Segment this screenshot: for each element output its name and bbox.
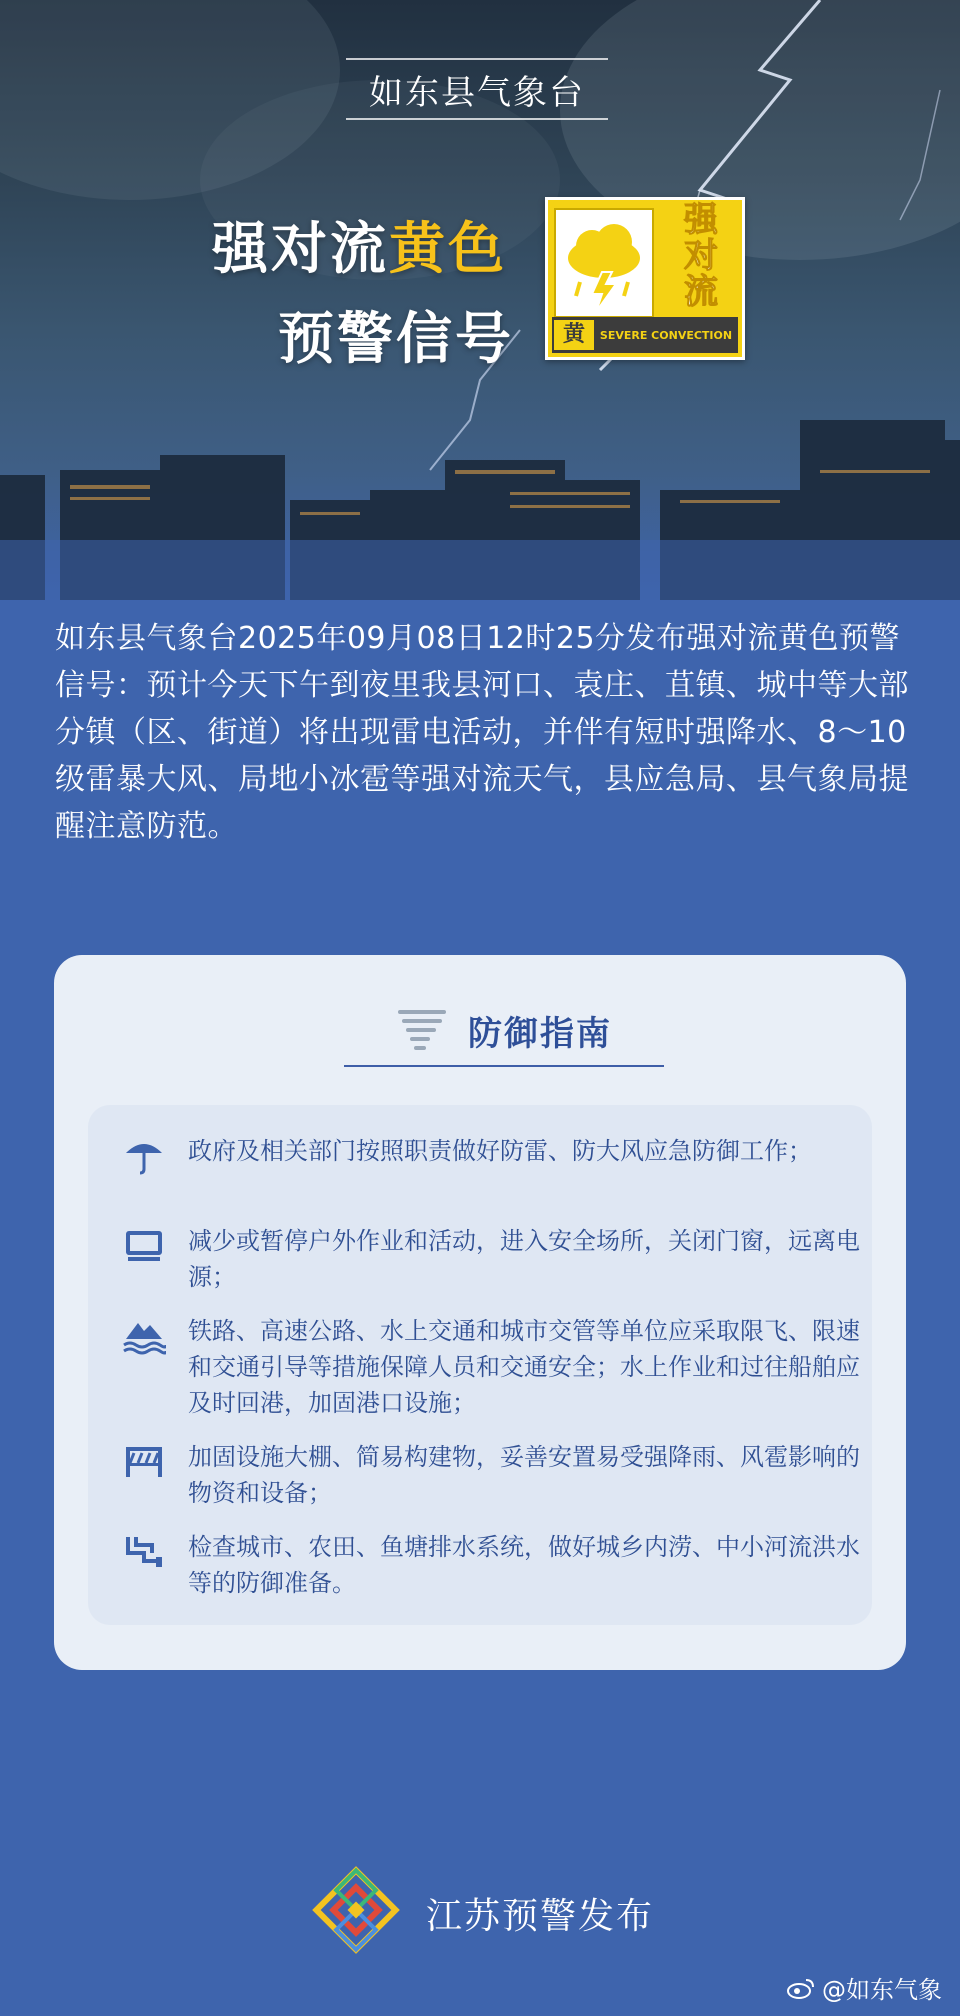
guide-item <box>122 1439 862 1511</box>
warning-message: 如东县气象台2025年09月08日12时25分发布强对流黄色预警信号：预计今天下午到夜里我县河口、袁庄、苴镇、城中等大部分镇（区、街道）将出现雷电活动，并伴有短时强降水、8～10级雷暴大风、局地小冰雹等强对流天气，县应急局、县气象局提醒注意防范。 <box>55 621 909 844</box>
badge-char: 对 <box>684 236 718 276</box>
guide-title: 防御指南 <box>468 1013 612 1054</box>
barrier-icon <box>122 1441 166 1481</box>
guide-item-text: 加固设施大棚、简易构建物，妥善安置易受强降雨、风雹影响的物资和设备； <box>188 1443 860 1507</box>
warning-badge <box>545 197 745 360</box>
guide-item <box>122 1133 862 1175</box>
defense-guide-card <box>54 955 906 1670</box>
warning-title-line1 <box>212 205 507 285</box>
guide-list <box>88 1105 872 1625</box>
badge-level: 黄 <box>554 320 594 350</box>
jiangsu-warning-logo <box>308 1862 404 1958</box>
guide-item-text: 铁路、高速公路、水上交通和城市交管等单位应采取限飞、限速和交通引导等措施保障人员和交通安全；水上作业和过往船舶应及时回港，加固港口设施； <box>188 1317 860 1417</box>
badge-type-text <box>664 202 738 324</box>
watermark-text: @如东气象 <box>822 1976 942 2004</box>
storm-cloud-icon <box>554 208 654 318</box>
tornado-icon <box>396 1004 448 1056</box>
guide-header <box>344 995 664 1067</box>
badge-char: 流 <box>684 272 718 312</box>
flood-icon <box>122 1315 166 1355</box>
guide-item <box>122 1313 862 1421</box>
agency-name: 如东县气象台 <box>346 58 608 120</box>
warning-title-line2: 预警信号 <box>278 307 514 372</box>
badge-char: 强 <box>684 200 718 240</box>
umbrella-icon <box>122 1135 166 1175</box>
weibo-icon <box>786 1976 816 2000</box>
title-white-text: 强对流 <box>212 217 389 282</box>
weibo-watermark <box>786 1970 942 2005</box>
publisher-name: 江苏预警发布 <box>426 1896 655 1937</box>
guide-item <box>122 1529 862 1601</box>
monitor-icon <box>122 1225 166 1265</box>
hero-banner <box>0 0 960 600</box>
badge-english: SEVERE CONVECTION <box>599 328 733 342</box>
guide-item-text: 检查城市、农田、鱼塘排水系统，做好城乡内涝、中小河流洪水等的防御准备。 <box>188 1533 860 1597</box>
guide-item-text: 政府及相关部门按照职责做好防雷、防大风应急防御工作； <box>188 1137 812 1165</box>
badge-footer <box>552 317 738 353</box>
drain-pipe-icon <box>122 1531 166 1571</box>
guide-item-text: 减少或暂停户外作业和活动，进入安全场所，关闭门窗，远离电源； <box>188 1227 860 1291</box>
guide-item <box>122 1223 862 1295</box>
title-yellow-text: 黄色 <box>389 217 507 282</box>
